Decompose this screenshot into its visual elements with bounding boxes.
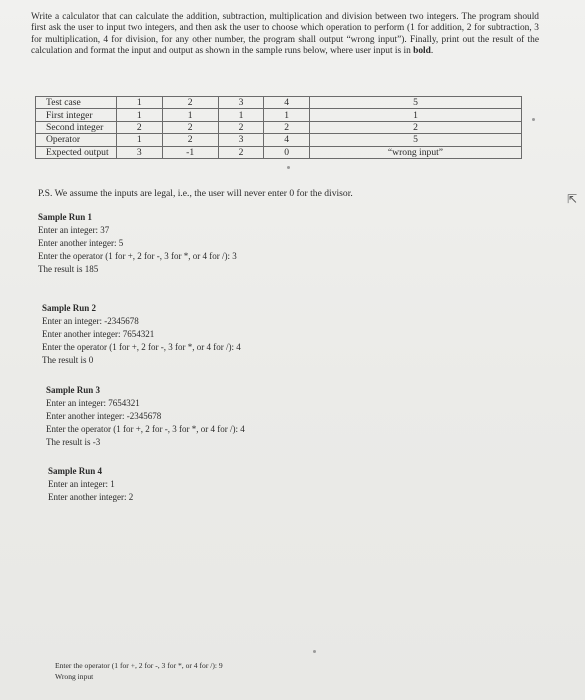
test-table-row: [36, 109, 522, 121]
test-table-cell: 2: [218, 146, 264, 158]
test-table-cell: 2: [309, 121, 521, 133]
scan-speck: [313, 650, 316, 653]
sample-run-line: Wrong input: [55, 672, 94, 681]
test-table-cell: 3: [218, 134, 264, 146]
sample-run-line: Enter an integer: 37: [38, 225, 110, 236]
sample-run-line: Enter the operator (1 for +, 2 for -, 3 for *, or 4 for /): 9: [55, 661, 223, 670]
test-table-cell: 1: [162, 109, 218, 121]
test-table-cell: 2: [218, 121, 264, 133]
test-table-cell: 1: [117, 109, 163, 121]
sample-run-line: Enter the operator (1 for +, 2 for -, 3 for *, or 4 for /): 4: [46, 424, 245, 435]
sample-run-title: Sample Run 2: [42, 303, 97, 313]
test-table-cell: 4: [264, 134, 310, 146]
sample-run-3: [46, 384, 245, 449]
test-table-cell: 1: [117, 134, 163, 146]
sample-run-line: Enter another integer: 2: [48, 492, 134, 503]
test-table-cell: 1: [264, 109, 310, 121]
ps-note: P.S. We assume the inputs are legal, i.e., the user will never enter 0 for the divisor.: [38, 188, 353, 199]
sample-run-line: Enter an integer: -2345678: [42, 316, 139, 327]
test-table-cell: 2: [162, 134, 218, 146]
sample-run-line: The result is 0: [42, 355, 94, 366]
test-table-cell: 2: [162, 97, 218, 109]
test-table-cell: 3: [117, 146, 163, 158]
test-table-row-header: Operator: [36, 134, 117, 146]
sample-run-line: Enter another integer: 7654321: [42, 329, 155, 340]
scan-speck: [287, 166, 290, 169]
test-table-cell: 2: [117, 121, 163, 133]
sample-run-line: The result is -3: [46, 437, 101, 448]
sample-run-line: Enter the operator (1 for +, 2 for -, 3 for *, or 4 for /): 4: [42, 342, 241, 353]
test-table-row-header: Second integer: [36, 121, 117, 133]
test-table-row: [36, 134, 522, 146]
test-table-cell: 1: [218, 109, 264, 121]
sample-run-line: Enter an integer: 7654321: [46, 398, 140, 409]
test-table-row: [36, 121, 522, 133]
test-table-cell: -1: [162, 146, 218, 158]
sample-run-title: Sample Run 3: [46, 385, 101, 395]
test-table-cell: “wrong input”: [309, 146, 521, 158]
test-table-cell: 5: [309, 134, 521, 146]
mouse-cursor-icon: ⇱: [567, 192, 578, 206]
instructions-text: Write a calculator that can calculate the addition, subtraction, multiplication and division between two integers. The program should first ask the user to input two integers, and then ask the user to choose which operation to perform (1 for addition, 2 for subtraction, 3 for multiplication, 4 for division, for any other number, the program shall output “wrong input”). Finally, print out the result of the calculation and format the input and output as shown in the sample runs below, where user input is in: [31, 12, 539, 57]
test-table-cell: 3: [218, 97, 264, 109]
scan-speck: [532, 118, 535, 121]
instructions-paragraph: [31, 12, 539, 58]
test-table-cell: 1: [117, 97, 163, 109]
sample-run-2: [42, 302, 241, 367]
test-table-cell: 2: [264, 121, 310, 133]
test-table-cell: 5: [309, 97, 521, 109]
test-table-cell: 1: [309, 109, 521, 121]
test-table-row-header: Test case: [36, 97, 117, 109]
sample-run-title: Sample Run 4: [48, 466, 103, 476]
instructions-bold-word: bold: [413, 46, 431, 57]
sample-run-line: Enter an integer: 1: [48, 479, 115, 490]
sample-run-line: Enter the operator (1 for +, 2 for -, 3 for *, or 4 for /): 3: [38, 251, 237, 262]
test-table-row-header: Expected output: [36, 146, 117, 158]
test-table-cell: 2: [162, 121, 218, 133]
sample-run-4-tail: [55, 660, 223, 682]
sample-run-4: [48, 465, 133, 504]
sample-run-1: [38, 211, 237, 276]
test-table-row: [36, 97, 522, 109]
sample-run-line: Enter another integer: -2345678: [46, 411, 162, 422]
sample-run-title: Sample Run 1: [38, 212, 93, 222]
test-table-row: [36, 146, 522, 158]
test-table-cell: 0: [264, 146, 310, 158]
test-table-row-header: First integer: [36, 109, 117, 121]
test-table-cell: 4: [264, 97, 310, 109]
sample-run-line: Enter another integer: 5: [38, 238, 124, 249]
instructions-period: .: [430, 46, 434, 57]
sample-run-line: The result is 185: [38, 264, 99, 275]
test-case-table: [35, 96, 522, 159]
